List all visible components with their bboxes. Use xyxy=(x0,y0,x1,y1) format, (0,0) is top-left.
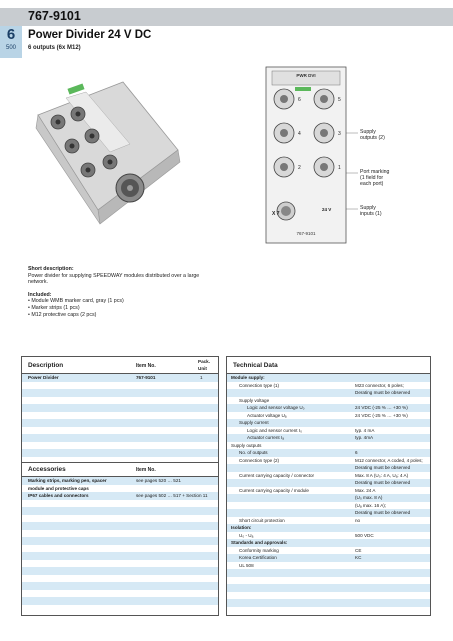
section-tab xyxy=(0,26,22,58)
port-number: 4 xyxy=(298,131,301,137)
accessories-heading: Accessories xyxy=(28,466,66,473)
cell-tech-label: Supply voltage xyxy=(239,397,270,403)
cell-accessory-item: see pages 502 … 517 + Section 11 xyxy=(136,493,208,498)
cell-accessory: module and protective caps xyxy=(28,485,89,491)
cell-tech-value: CE xyxy=(355,547,362,553)
technical-data-heading: Technical Data xyxy=(233,362,278,369)
cell-tech-label: Module supply: xyxy=(231,375,265,380)
col-description: Description xyxy=(28,362,64,369)
diagram-voltage-label: 24 V xyxy=(322,207,332,212)
table-row xyxy=(22,515,218,523)
wago-logo-icon xyxy=(295,87,311,91)
table-row xyxy=(22,477,218,485)
col-item-no: Item No. xyxy=(136,363,156,369)
technical-data-header xyxy=(227,357,430,374)
included-heading: Included: xyxy=(28,291,52,298)
table-row xyxy=(22,530,218,538)
table-row xyxy=(22,382,218,390)
technical-data-rows xyxy=(227,374,430,614)
short-description-heading: Short description: xyxy=(28,266,74,272)
port-number: 6 xyxy=(298,97,301,103)
table-row xyxy=(227,532,430,540)
table-row xyxy=(22,597,218,605)
accessories-col-item: Item No. xyxy=(136,467,156,473)
cell-tech-value: Derating must be observed xyxy=(355,510,411,515)
included-item: • Marker strips (1 pcs) xyxy=(28,305,228,312)
ordering-rows xyxy=(22,374,218,457)
cell-tech-label: U₀ - Uₐ xyxy=(239,532,254,538)
table-row xyxy=(227,434,430,442)
callout-port-marking-1: Port marking xyxy=(360,169,390,175)
table-row xyxy=(227,547,430,555)
table-row xyxy=(227,457,430,465)
cell-tech-value: 6 xyxy=(355,450,358,455)
table-row xyxy=(22,374,218,382)
cell-tech-label: Standards and approvals: xyxy=(231,540,288,545)
table-row xyxy=(22,397,218,405)
cell-tech-label: Actuator current Iₐ xyxy=(247,435,284,440)
cell-tech-value: Derating must be observed xyxy=(355,465,411,470)
description-block xyxy=(28,266,228,318)
table-row xyxy=(227,539,430,547)
table-row xyxy=(22,412,218,420)
table-row xyxy=(227,479,430,487)
diagram-top-label: PWR DVI xyxy=(296,73,316,78)
cell-tech-value: (Uₐ max. 16 A); xyxy=(355,502,387,508)
table-row xyxy=(227,389,430,397)
table-row xyxy=(227,464,430,472)
table-row xyxy=(22,575,218,583)
table-row xyxy=(227,487,430,495)
cell-tech-label: Korea Certification xyxy=(239,555,277,560)
cell-tech-value: (U₀ max. 8 A) xyxy=(355,495,383,500)
table-row xyxy=(227,562,430,570)
cell-tech-value: 24 VDC (-25 % … +30 %) xyxy=(355,405,408,410)
cell-accessory: Marking strips, marking pen, spacer xyxy=(28,478,107,483)
cell-tech-label: Actuator voltage Uₐ xyxy=(247,412,287,418)
included-list xyxy=(28,298,228,318)
cell-tech-value: Derating must be observed xyxy=(355,480,411,485)
table-row xyxy=(22,537,218,545)
cell-tech-value: 500 VDC xyxy=(355,532,374,538)
accessories-section xyxy=(22,462,218,605)
included-item: • Module WMB marker card, gray (1 pcs) xyxy=(28,298,228,305)
ordering-table xyxy=(21,356,219,616)
cell-tech-value: 24 VDC (-25 % … +30 %) xyxy=(355,412,408,418)
cell-description: Power Divider xyxy=(28,375,59,380)
cell-tech-label: UL 508 xyxy=(239,562,254,568)
table-row xyxy=(22,567,218,575)
cell-tech-label: Current carrying capacity / connector xyxy=(239,472,315,478)
port-number: 1 xyxy=(338,165,341,171)
table-row xyxy=(227,374,430,382)
diagram-x-label: X 7 xyxy=(272,211,280,217)
cell-tech-label: Conformity marking xyxy=(239,547,279,553)
technical-data-table xyxy=(226,356,431,616)
table-row xyxy=(227,472,430,480)
table-row xyxy=(22,522,218,530)
port-number: 2 xyxy=(298,165,301,171)
table-row xyxy=(22,485,218,493)
table-row xyxy=(22,419,218,427)
table-row xyxy=(22,590,218,598)
cell-tech-value: Derating must be observed xyxy=(355,390,411,395)
table-row xyxy=(227,427,430,435)
accessories-rows xyxy=(22,477,218,605)
table-row xyxy=(227,404,430,412)
table-row xyxy=(227,569,430,577)
col-pack-unit-2: Unit xyxy=(198,366,207,371)
table-row xyxy=(227,554,430,562)
table-row xyxy=(22,582,218,590)
page-title: Power Divider 24 V DC xyxy=(28,29,152,41)
table-row xyxy=(22,507,218,515)
table-row xyxy=(227,517,430,525)
page-subtitle: 6 outputs (6x M12) xyxy=(28,45,81,51)
ordering-table-header xyxy=(22,357,218,374)
table-row xyxy=(227,584,430,592)
table-row xyxy=(22,560,218,568)
header-bar xyxy=(0,8,453,26)
table-row xyxy=(22,500,218,508)
table-row xyxy=(22,492,218,500)
diagram-bottom-label: 767-9101 xyxy=(296,231,316,236)
cell-tech-label: No. of outputs xyxy=(239,450,268,455)
cell-tech-label: Connection type (2) xyxy=(239,457,280,463)
table-row xyxy=(227,509,430,517)
cell-tech-value: Max. 24 A xyxy=(355,487,376,493)
table-row xyxy=(227,412,430,420)
section-page: 500 xyxy=(5,45,16,51)
table-row xyxy=(22,442,218,450)
table-row xyxy=(227,442,430,450)
short-description-line-2: network. xyxy=(28,279,49,286)
section-number: 6 xyxy=(6,26,16,43)
cell-tech-value: typ. 4 mA xyxy=(355,427,375,433)
table-row xyxy=(227,577,430,585)
table-row xyxy=(22,449,218,457)
cell-accessory: IP67 cables and connectors xyxy=(28,493,89,498)
cell-tech-value: typ. 4mA xyxy=(355,435,374,440)
cell-tech-label: Logic and sensor voltage U₀ xyxy=(247,405,305,410)
cell-tech-label: Short circuit protection xyxy=(239,517,285,523)
table-row xyxy=(227,382,430,390)
table-row xyxy=(22,389,218,397)
cell-tech-label: Connection type (1) xyxy=(239,382,280,388)
included-item: • M12 protective caps (2 pcs) xyxy=(28,312,228,319)
table-row xyxy=(227,494,430,502)
cell-tech-label: Supply outputs xyxy=(231,442,262,448)
cell-tech-value: M23 connector, 6 poles; xyxy=(355,382,404,388)
callout-supply-outputs-2: outputs (2) xyxy=(360,135,385,141)
table-row xyxy=(227,592,430,600)
table-row xyxy=(227,607,430,615)
callout-port-marking-2: (1 field for xyxy=(360,175,384,181)
table-row xyxy=(227,524,430,532)
table-row xyxy=(227,419,430,427)
table-row xyxy=(227,449,430,457)
cell-tech-value: no xyxy=(355,517,361,523)
port-number: 3 xyxy=(338,131,341,137)
table-row xyxy=(22,404,218,412)
table-row xyxy=(227,502,430,510)
callout-supply-outputs-1: Supply xyxy=(360,129,376,135)
product-photo xyxy=(28,70,188,230)
cell-tech-label: Current carrying capacity / module xyxy=(239,487,309,493)
short-description-line-1: Power divider for supplying SPEEDWAY modules distributed over a large xyxy=(28,272,200,279)
part-number: 767-9101 xyxy=(28,9,81,23)
col-pack-unit-1: Pack. xyxy=(198,359,211,364)
cell-item-no: 767-9101 xyxy=(136,375,156,380)
cell-tech-label: Supply current xyxy=(239,420,269,425)
table-row xyxy=(22,427,218,435)
cell-pack-unit: 1 xyxy=(200,375,203,380)
table-row xyxy=(22,545,218,553)
cell-tech-label: Isolation: xyxy=(231,525,252,530)
table-row xyxy=(22,434,218,442)
cell-tech-value: M12 connector, A coded, 4 poles; xyxy=(355,457,423,463)
cell-accessory-item: see pages 520 … 521 xyxy=(136,478,181,483)
callout-port-marking-3: each port) xyxy=(360,181,384,187)
cell-tech-value: Max. 8 A (U₀: 4 A, Uₐ: 4 A) xyxy=(355,472,409,478)
table-row xyxy=(227,599,430,607)
cell-tech-value: KC xyxy=(355,555,362,560)
front-view-diagram xyxy=(262,63,452,248)
port-number: 5 xyxy=(338,97,341,103)
cell-tech-label: Logic and sensor current I₀ xyxy=(247,427,303,433)
accessories-header xyxy=(22,463,218,477)
table-row xyxy=(227,397,430,405)
table-row xyxy=(22,552,218,560)
callout-supply-inputs-1: Supply xyxy=(360,205,376,211)
callout-supply-inputs-2: inputs (1) xyxy=(360,211,382,217)
